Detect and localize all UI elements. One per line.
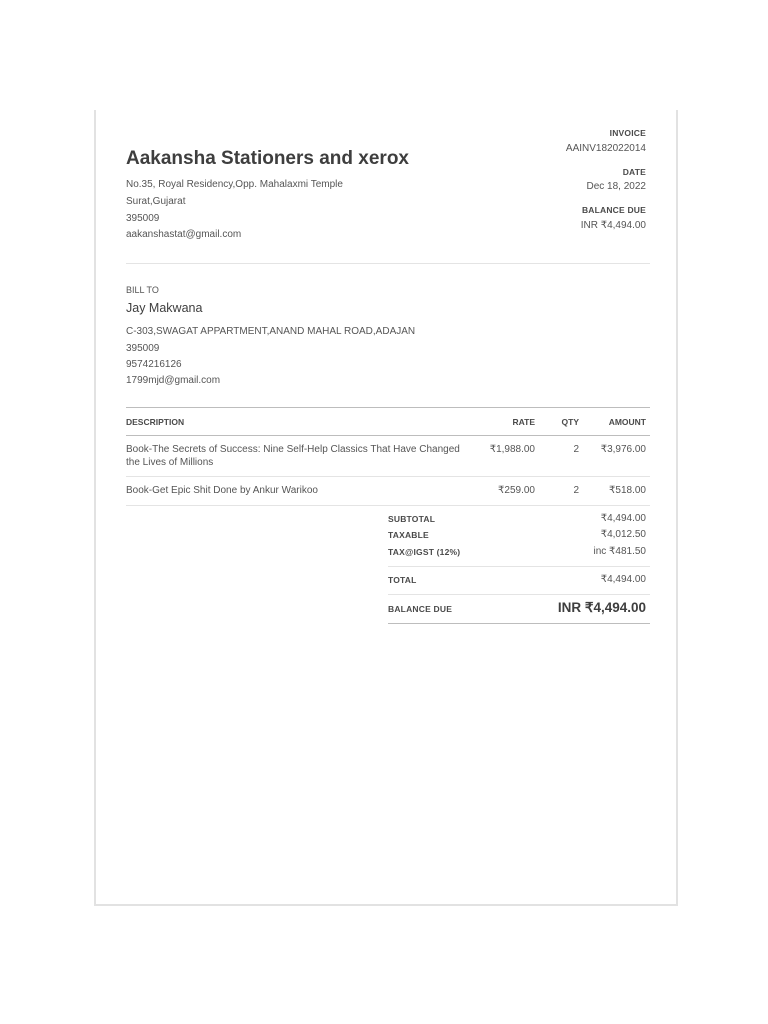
balance-divider [388, 594, 650, 595]
total-label: TOTAL [388, 575, 417, 585]
invoice-sheet [94, 110, 678, 906]
row-description-line1: Book-Get Epic Shit Done by Ankur Warikoo [126, 485, 318, 496]
date-label: DATE [622, 167, 646, 177]
invoice-label: INVOICE [609, 128, 646, 138]
taxable-value: ₹4,012.50 [600, 529, 646, 540]
table-header-qty: QTY [561, 417, 579, 427]
table-header-border [126, 435, 650, 436]
client-address: C-303,SWAGAT APPARTMENT,ANAND MAHAL ROAD,ADAJAN [126, 326, 416, 337]
row-qty: 2 [573, 485, 579, 496]
balance-due-value: INR ₹4,494.00 [580, 220, 646, 231]
table-top-border [126, 407, 650, 408]
row-rate: ₹259.00 [498, 485, 535, 496]
company-postal-code: 395009 [126, 213, 160, 224]
client-phone: 9574216126 [126, 359, 182, 370]
taxable-label: TAXABLE [388, 530, 429, 540]
final-balance-due-value: INR ₹4,494.00 [557, 600, 646, 615]
row-qty: 2 [573, 444, 579, 455]
bill-to-label: BILL TO [126, 285, 159, 295]
header-divider [126, 263, 650, 264]
company-address-line1: No.35, Royal Residency,Opp. Mahalaxmi Temple [126, 179, 343, 190]
row-description-line1: Book-The Secrets of Success: Nine Self-Help Classics That Have Changed [126, 444, 460, 455]
row-divider [126, 505, 650, 506]
invoice-number: AAINV182022014 [565, 143, 646, 154]
row-description-line2: the Lives of Millions [126, 457, 214, 468]
client-postal-code: 395009 [126, 343, 160, 354]
company-address-line2: Surat,Gujarat [126, 196, 186, 207]
totals-divider [388, 566, 650, 567]
balance-bottom-border [388, 623, 650, 624]
table-header-amount: AMOUNT [608, 417, 646, 427]
final-balance-due-label: BALANCE DUE [388, 604, 453, 614]
row-divider [126, 476, 650, 477]
table-header-description: DESCRIPTION [126, 417, 185, 427]
row-rate: ₹1,988.00 [489, 444, 535, 455]
total-value: ₹4,494.00 [600, 574, 646, 585]
subtotal-value: ₹4,494.00 [600, 513, 646, 524]
invoice-date: Dec 18, 2022 [586, 181, 646, 192]
table-header-rate: RATE [512, 417, 535, 427]
company-name: Aakansha Stationers and xerox [126, 148, 409, 169]
subtotal-label: SUBTOTAL [388, 514, 436, 524]
company-email: aakanshastat@gmail.com [126, 229, 242, 240]
row-amount: ₹518.00 [609, 485, 646, 496]
client-email: 1799mjd@gmail.com [126, 375, 221, 386]
client-name: Jay Makwana [126, 301, 203, 315]
balance-due-label: BALANCE DUE [581, 205, 646, 215]
tax-label: TAX@IGST (12%) [388, 547, 461, 557]
row-amount: ₹3,976.00 [600, 444, 646, 455]
tax-value: inc ₹481.50 [593, 546, 646, 557]
